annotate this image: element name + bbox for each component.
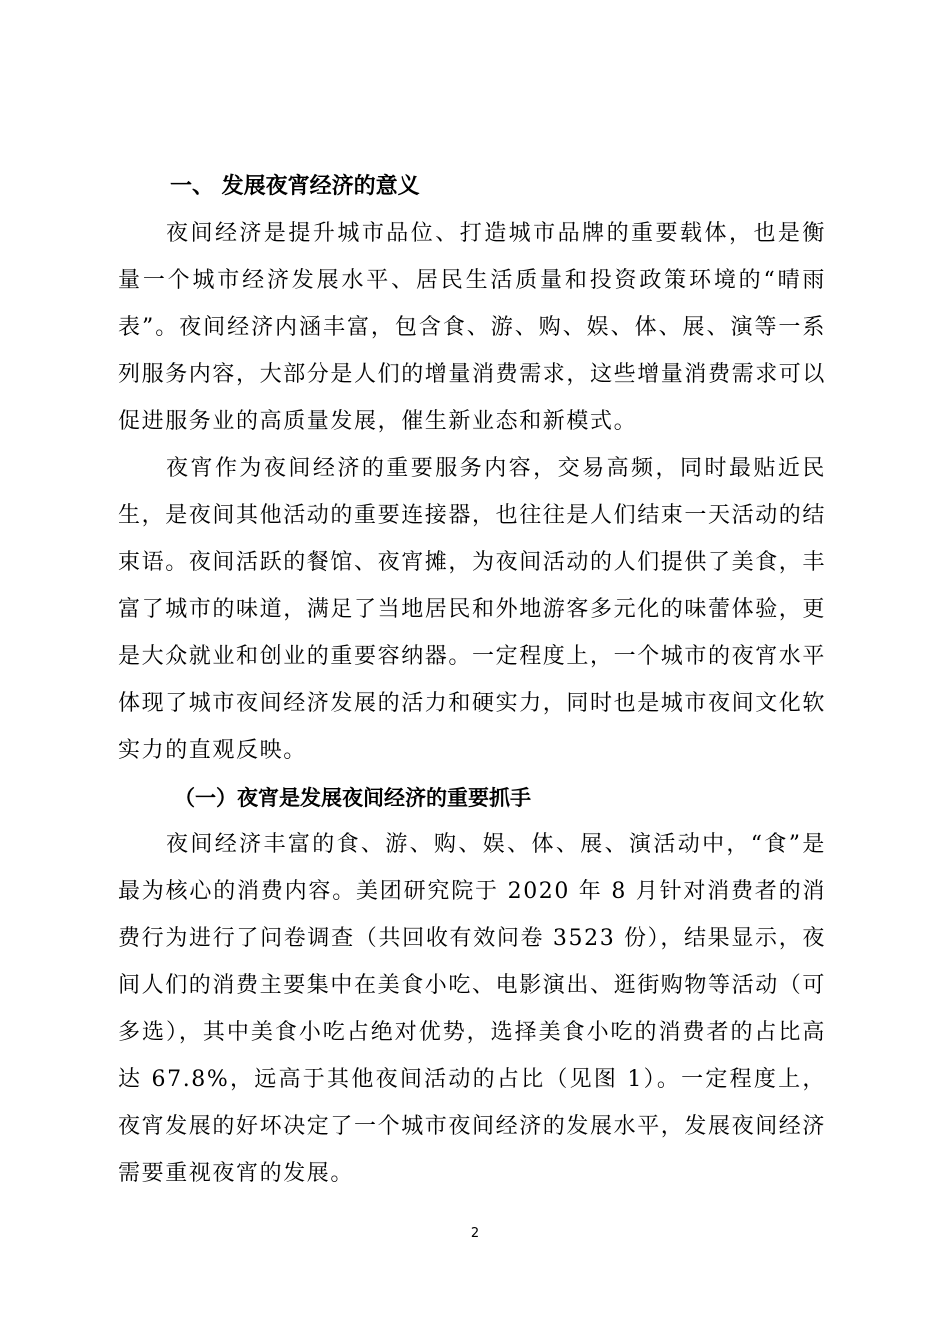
- paragraph-survey: 夜间经济丰富的食、游、购、娱、体、展、演活动中，“食”是最为核心的消费内容。美团研究院于 2020 年 8 月针对消费者的消费行为进行了问卷调查（共回收有效问卷 3523 份），结果显示，夜间人们的消费主要集中在美食小吃、电影演出、逛街购物等活动（可多选），其中美食小吃占绝对优势，选择美食小吃的消费者的占比高达 67.8%，远高于其他夜间活动的占比（见图 1）。一定程度上，夜宵发展的好坏决定了一个城市夜间经济的发展水平，发展夜间经济需要重视夜宵的发展。: [118, 832, 827, 1186]
- section-heading: 一、 发展夜宵经济的意义: [170, 174, 420, 199]
- subsection-heading: （一）夜宵是发展夜间经济的重要抓手: [174, 785, 531, 810]
- paragraph-night-economy: 夜间经济是提升城市品位、打造城市品牌的重要载体，也是衡量一个城市经济发展水平、居民生活质量和投资政策环境的“晴雨表”。夜间经济内涵丰富，包含食、游、购、娱、体、展、演等一系列服务内容，大部分是人们的增量消费需求，这些增量消费需求可以促进服务业的高质量发展，催生新业态和新模式。: [118, 221, 827, 434]
- paragraph-late-night-snack: 夜宵作为夜间经济的重要服务内容，交易高频，同时最贴近民生，是夜间其他活动的重要连接器，也往往是人们结束一天活动的结束语。夜间活跃的餐馆、夜宵摊，为夜间活动的人们提供了美食，丰富了城市的味道，满足了当地居民和外地游客多元化的味蕾体验，更是大众就业和创业的重要容纳器。一定程度上，一个城市的夜宵水平体现了城市夜间经济发展的活力和硬实力，同时也是城市夜间文化软实力的直观反映。: [118, 456, 827, 763]
- document-body: [118, 163, 826, 1197]
- page-number: 2: [470, 1226, 480, 1241]
